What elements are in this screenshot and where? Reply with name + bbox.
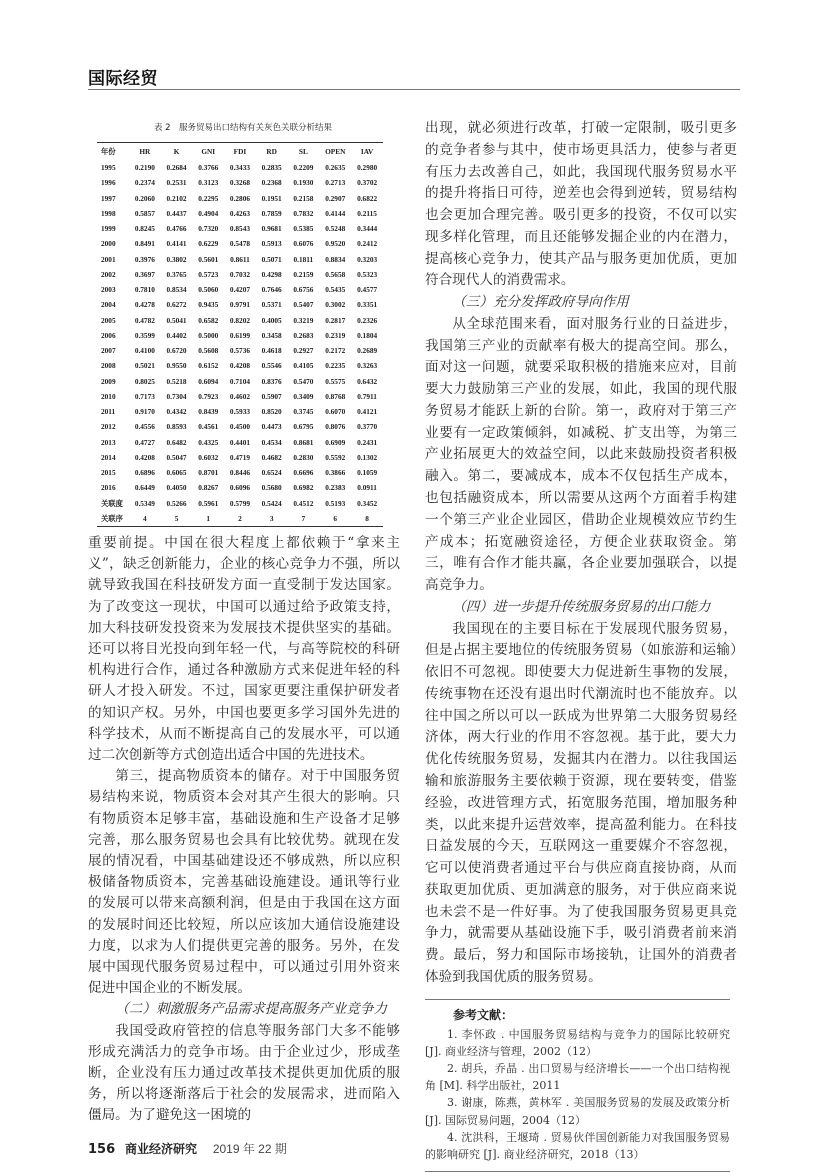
column-header: SL — [298, 147, 308, 156]
table-cell: 8 — [365, 513, 369, 523]
table-cell: 0.4005 — [261, 315, 282, 325]
table-cell: 0.8834 — [325, 254, 346, 264]
table-cell: 0.4682 — [261, 452, 282, 462]
table-cell: 0.3219 — [293, 315, 314, 325]
table-cell: 0.6756 — [293, 285, 314, 295]
table-cell: 0.4298 — [261, 269, 282, 279]
table-cell: 0.0911 — [357, 483, 377, 493]
table-caption: 表 2 服务贸易出口结构有关灰色关联分析结果 — [153, 123, 333, 133]
table-cell: 0.2412 — [357, 239, 378, 249]
table-cell: 0.1302 — [357, 452, 378, 462]
row-label: 2005 — [101, 315, 116, 325]
table-cell: 0.6795 — [293, 422, 314, 432]
table-cell: 0.5913 — [261, 239, 282, 249]
row-label: 2008 — [101, 361, 116, 371]
table-cell: 0.8701 — [198, 468, 219, 478]
paragraph: 我国现在的主要目标在于发展现代服务贸易，但是占据主要地位的传统服务贸易（如旅游和运输）依旧不可忽视。即使要大力促进新生事物的发展，传统事物在还没有退出时代潮流时也不能放弃。以往中国之所以可以一跃成为世界第二大服务贸易经济体，两大行业的作用不容忽视。基于此，要大力优化传统服务贸易，发掘其内在潜力。以往我国运输和旅游服务主要依赖于资源，现在要转变，借鉴经验，改进管理方式，拓宽服务范围，增加服务种类，以此来提升运营效率，提高盈利能力。在科技日益发展的今天，互联网这一重要媒介不容忽视，它可以使消费者通过平台与供应商直接协商，从而获取更加优质、更加满意的服务，对于供应商来说也未尝不是一件好事。为了使我国服务贸易更具竞争力，就需要从基础设施下手，吸引消费者前来消费。最后，努力和国际市场接轨，让国外的消费者体验到我国优质的服务贸易。 — [425, 620, 737, 985]
table-cell: 0.5323 — [357, 269, 378, 279]
table-cell: 0.4208 — [229, 361, 250, 371]
table-cell: 0.9681 — [261, 224, 282, 234]
table-row — [97, 480, 383, 495]
table-cell: 0.3002 — [325, 300, 346, 310]
table-cell: 0.2689 — [357, 346, 378, 356]
left-column-text — [88, 533, 400, 1127]
table-cell: 0.2683 — [293, 330, 314, 340]
table-cell: 0.8267 — [198, 483, 219, 493]
table-cell: 0.5435 — [325, 285, 346, 295]
table-cell: 0.4782 — [134, 315, 155, 325]
table-cell: 0.2190 — [134, 163, 155, 173]
table-row — [97, 221, 383, 236]
table-cell: 0.3866 — [325, 468, 346, 478]
table-cell: 0.9550 — [166, 361, 187, 371]
table-cell: 0.3123 — [198, 178, 219, 188]
table-cell: 0.2159 — [293, 269, 314, 279]
table-cell: 0.6582 — [198, 315, 219, 325]
table-cell: 0.3702 — [357, 178, 378, 188]
table-row — [97, 328, 383, 343]
table-cell: 0.4208 — [134, 452, 155, 462]
table-cell: 0.6199 — [229, 330, 250, 340]
table-cell: 0.4144 — [325, 208, 346, 218]
column-header: FDI — [233, 147, 247, 156]
table-cell: 0.7646 — [261, 285, 282, 295]
table-cell: 0.1930 — [293, 178, 314, 188]
table-row — [97, 267, 383, 282]
table-cell: 0.4766 — [166, 224, 187, 234]
table-cell: 0.4402 — [166, 330, 187, 340]
column-header: GNI — [201, 147, 216, 156]
table-row — [97, 389, 383, 404]
table-cell: 0.2172 — [325, 346, 346, 356]
table-row — [97, 358, 383, 373]
table-cell: 0.2060 — [134, 193, 155, 203]
table-cell: 0.2431 — [357, 437, 378, 447]
section-heading: （四）进一步提升传统服务贸易的出口能力 — [452, 598, 711, 615]
table-cell: 0.6524 — [261, 468, 282, 478]
table-cell: 0.6076 — [293, 239, 314, 249]
row-label: 2000 — [101, 239, 116, 249]
paragraph: 第三，提高物质资本的储存。对于中国服务贸易结构来说，物质资本会对其产生很大的影响。只有物质资本足够丰富，基础设施和生产设备才足够完善，那么服务贸易也会具有比较优势。就现在发展的情况看，中国基础建设还不够成熟，所以应积极储备物质资本，完善基础设施建设。通讯等行业的发展可以带来高额利润，但是由于我国在这方面的发展时间还比较短，所以应该加大通信设施建设力度，以求为人们提供更完善的服务。另外，在发展中国现代服务贸易过程中，可以通过引用外资来促进中国企业的不断发展。 — [88, 768, 400, 997]
column-header: HR — [139, 147, 151, 156]
table-cell: 0.5736 — [229, 346, 250, 356]
table-cell: 0.7304 — [166, 391, 187, 401]
row-label: 2015 — [101, 468, 116, 478]
paragraph: 重要前提。中国在很大程度上都依赖于“拿来主义”，缺乏创新能力，企业的核心竞争力不强，所以就导致我国在科技研发方面一直受制于发达国家。为了改变这一现状，中国可以通过给予政策支持，加大科技研发投资来为发展技术提供坚实的基础。还可以将目光投向到年轻一代，与高等院校的科研机构进行合作，通过各种激励方式来促进年轻的科研人才投入研发。不过，国家更要注重保护研发者的知识产权。另外，中国也要更多学习国外先进的科学技术，从而不断提高自己的发展水平，可以通过二次创新等方式创造出适合中国的先进技术。 — [88, 535, 400, 764]
table-cell: 0.2980 — [357, 163, 378, 173]
table-cell: 0.6065 — [166, 468, 187, 478]
column-header: K — [173, 147, 180, 156]
table-cell: 0.8681 — [293, 437, 314, 447]
column-header: IAV — [360, 147, 374, 156]
table-cell: 7 — [301, 513, 306, 523]
table-cell: 0.3802 — [166, 254, 187, 264]
table-cell: 0.5424 — [261, 498, 282, 508]
table-cell: 0.7832 — [293, 208, 314, 218]
table-cell: 0.4561 — [198, 422, 219, 432]
table-cell: 0.5371 — [261, 300, 282, 310]
table-cell: 0.8025 — [134, 376, 155, 386]
table-cell: 0.8543 — [229, 224, 250, 234]
table-cell: 0.5021 — [134, 361, 155, 371]
table-cell: 0.5385 — [293, 224, 314, 234]
row-label: 2006 — [101, 330, 116, 340]
table-cell: 0.4121 — [357, 407, 378, 417]
table-cell: 0.1811 — [293, 254, 314, 264]
table-cell: 0.2684 — [166, 163, 187, 173]
table-cell: 0.5799 — [229, 498, 250, 508]
table-cell: 0.2158 — [293, 193, 314, 203]
table-cell: 0.2383 — [325, 483, 346, 493]
table-cell: 0.5218 — [166, 376, 187, 386]
reference-item: 1. 李怀政 . 中国服务贸易结构与竞争力的国际比较研究 [J]. 商业经济与管理，2002（12） — [425, 1027, 730, 1058]
table-cell: 0.4437 — [166, 208, 187, 218]
table-cell: 0.2326 — [357, 315, 378, 325]
table-cell: 2 — [238, 513, 242, 523]
table-cell: 0.7104 — [229, 376, 250, 386]
table-cell: 0.3203 — [357, 254, 378, 264]
table-cell: 6 — [333, 513, 338, 523]
column-header: OPEN — [325, 147, 346, 156]
table-cell: 0.3765 — [166, 269, 187, 279]
table-cell: 0.2830 — [293, 452, 314, 462]
table-row — [97, 236, 383, 251]
table-row — [97, 465, 383, 480]
issue-label: 2019 年 22 期 — [212, 1141, 287, 1156]
table-cell: 0.5000 — [198, 330, 219, 340]
table-cell: 0.2235 — [325, 361, 346, 371]
table-cell: 0.4556 — [134, 422, 155, 432]
table-cell: 0.8439 — [198, 407, 219, 417]
table-row — [97, 419, 383, 434]
table-cell: 0.4342 — [166, 407, 187, 417]
left-column — [88, 122, 400, 1158]
table-cell: 0.4904 — [198, 208, 219, 218]
table-cell: 0.9791 — [229, 300, 250, 310]
table-cell: 0.2817 — [325, 315, 346, 325]
row-label: 2002 — [101, 269, 116, 279]
table-cell: 0.8491 — [134, 239, 155, 249]
table-cell: 0.5193 — [325, 498, 346, 508]
table-cell: 0.3770 — [357, 422, 378, 432]
row-label: 2013 — [101, 437, 116, 447]
table-cell: 0.6449 — [134, 483, 155, 493]
table-cell: 0.2907 — [325, 193, 346, 203]
table-cell: 0.2102 — [166, 193, 187, 203]
reference-item: 2. 胡兵，乔晶 . 出口贸易与经济增长——一个出口结构视角 [M]. 科学出版社，2011 — [425, 1062, 730, 1093]
row-label: 2010 — [101, 391, 116, 401]
table-cell: 0.3976 — [134, 254, 155, 264]
table-cell: 0.3766 — [198, 163, 219, 173]
table-cell: 0.5266 — [166, 498, 187, 508]
journal-name: 商业经济研究 — [124, 1141, 197, 1156]
table-cell: 0.5470 — [293, 376, 314, 386]
table-cell: 0.7911 — [357, 391, 377, 401]
table-cell: 0.4602 — [229, 391, 250, 401]
paragraph: 出现，就必须进行改革，打破一定限制，吸引更多的竞争者参与其中，使市场更具活力，使参与者更有压力去改善自己，如此，我国现代服务贸易水平的提升将指日可待，逆差也会得到逆转，贸易结构也会更加合理完善。吸引更多的投资，不仅可以实现多样化管理，而且还能够发掘企业的内在潜力，提高核心竞争力，使其产品与服务更加优质，更加符合现代人的消费需求。 — [425, 120, 737, 289]
table-row — [97, 160, 383, 175]
table-cell: 0.4577 — [357, 285, 378, 295]
table-cell: 0.1951 — [261, 193, 282, 203]
table-cell: 0.7810 — [134, 285, 155, 295]
table-cell: 0.6096 — [229, 483, 250, 493]
table-cell: 0.2319 — [325, 330, 346, 340]
table-row — [97, 191, 383, 206]
table-row — [97, 282, 383, 297]
table-cell: 0.2209 — [293, 163, 314, 173]
table-cell: 0.7923 — [198, 391, 219, 401]
table-row — [97, 404, 383, 419]
table-cell: 0.3351 — [357, 300, 378, 310]
table-cell: 0.8768 — [325, 391, 346, 401]
table-cell: 0.5407 — [293, 300, 314, 310]
table-cell: 0.5680 — [261, 483, 282, 493]
table-cell: 0.7859 — [261, 208, 282, 218]
table-cell: 0.5723 — [198, 269, 219, 279]
table-cell: 0.4325 — [198, 437, 219, 447]
table-cell: 0.3745 — [293, 407, 314, 417]
table-cell: 0.8202 — [229, 315, 250, 325]
paragraph: 从全球范围来看，面对服务行业的日益进步，我国第三产业的贡献率有极大的提高空间。那么，面对这一问题，就要采取积极的措施来应对，目前要大力鼓励第三产业的发展，如此，我国的现代服务贸易才能跃上新的台阶。第一，政府对于第三产业要有一定政策倾斜，如减税、扩支出等，为第三产业拓展更大的效益空间，以此来鼓励投资者积极融入。第二，要减成本，成本不仅包括生产成本，也包括融资成本，所以需要从这两个方面着手构建一个第三产业企业园区，借助企业规模效应节约生产成本；拓宽融资途径，方便企业获取资金。第三，唯有合作才能共赢，各企业要加强联合，以提高竞争力。 — [425, 315, 737, 594]
table-row — [97, 496, 383, 511]
row-label: 关联度 — [101, 498, 123, 508]
table-cell: 0.3263 — [357, 361, 378, 371]
table-cell: 0.6272 — [166, 300, 187, 310]
table-cell: 0.4263 — [229, 208, 250, 218]
table-cell: 0.2531 — [166, 178, 187, 188]
table-cell: 0.6229 — [198, 239, 219, 249]
row-label: 2012 — [101, 422, 116, 432]
row-label: 2001 — [101, 254, 116, 264]
table-cell: 0.8611 — [230, 254, 250, 264]
table-cell: 0.5041 — [166, 315, 187, 325]
references-heading: 参考文献： — [453, 1007, 514, 1022]
column-header: 年份 — [101, 147, 116, 156]
table-cell: 0.8534 — [166, 285, 187, 295]
table-cell: 0.6094 — [198, 376, 219, 386]
table-cell: 0.6696 — [293, 468, 314, 478]
table-cell: 0.2806 — [229, 193, 250, 203]
table-cell: 3 — [269, 513, 274, 523]
table-cell: 0.6070 — [325, 407, 346, 417]
section-heading: （二）刺激服务产品需求提高服务产业竞争力 — [115, 1001, 388, 1018]
row-label: 2011 — [101, 407, 116, 417]
table-cell: 0.6152 — [198, 361, 219, 371]
table-row — [97, 435, 383, 450]
table-header-row — [97, 143, 383, 161]
grey-relational-table — [97, 142, 383, 527]
table-cell: 0.2115 — [357, 208, 377, 218]
table-row — [97, 313, 383, 328]
table-cell: 0.2713 — [325, 178, 346, 188]
table-cell: 4 — [143, 513, 147, 523]
section-heading: （三）充分发挥政府导向作用 — [452, 294, 629, 311]
table-row — [97, 206, 383, 221]
table-cell: 0.6432 — [357, 376, 378, 386]
table-cell: 0.3433 — [229, 163, 250, 173]
right-column-text — [425, 118, 737, 989]
table-cell: 0.4512 — [293, 498, 314, 508]
table-cell: 0.4534 — [261, 437, 282, 447]
table-cell: 0.9170 — [134, 407, 155, 417]
right-column — [425, 118, 737, 1172]
table-cell: 0.8446 — [229, 468, 250, 478]
section-title: 国际经贸 — [88, 69, 158, 89]
table-cell: 0.4050 — [166, 483, 187, 493]
table-cell: 0.5601 — [198, 254, 219, 264]
table-cell: 0.3458 — [261, 330, 282, 340]
table-cell: 0.5933 — [229, 407, 250, 417]
table-cell: 0.4618 — [261, 346, 282, 356]
table-cell: 0.8376 — [261, 376, 282, 386]
table-cell: 0.5047 — [166, 452, 187, 462]
table-cell: 0.3444 — [357, 224, 378, 234]
table-cell: 0.4100 — [134, 346, 155, 356]
table-cell: 0.6822 — [357, 193, 378, 203]
table-cell: 0.4727 — [134, 437, 155, 447]
table-row — [97, 252, 383, 267]
table-cell: 0.5961 — [198, 498, 219, 508]
table-cell: 0.3268 — [229, 178, 250, 188]
table-cell: 0.6482 — [166, 437, 187, 447]
table-cell: 0.5248 — [325, 224, 346, 234]
row-label: 1997 — [101, 193, 116, 203]
table-cell: 0.8076 — [325, 422, 346, 432]
table-cell: 0.5575 — [325, 376, 346, 386]
table-cell: 0.1804 — [357, 330, 378, 340]
table-cell: 1 — [206, 513, 211, 523]
table-cell: 0.2374 — [134, 178, 155, 188]
table-cell: 0.6896 — [134, 468, 155, 478]
table-cell: 0.5857 — [134, 208, 155, 218]
table-cell: 0.2368 — [261, 178, 282, 188]
table-cell: 0.5907 — [261, 391, 282, 401]
table-cell: 0.8245 — [134, 224, 155, 234]
table-cell: 0.8593 — [166, 422, 187, 432]
table-row — [97, 511, 383, 527]
row-label: 2009 — [101, 376, 116, 386]
table-row — [97, 297, 383, 312]
table-cell: 0.6909 — [325, 437, 346, 447]
table-cell: 0.4207 — [229, 285, 250, 295]
reference-item: 3. 谢康，陈燕，黄林军 . 美国服务贸易的发展及政策分析 [J]. 国际贸易问题，2004（12） — [425, 1096, 730, 1127]
table-cell: 0.4278 — [134, 300, 155, 310]
paragraph: 我国受政府管控的信息等服务部门大多不能够形成充满活力的竞争市场。由于企业过少，形成垄断，企业没有压力通过改革技术提供更加优质的服务，所以将逐渐落后于社会的发展需求，进而陷入僵局。为了避免这一困境的 — [88, 1022, 400, 1124]
page-number: 156 — [88, 1141, 116, 1157]
table-cell: 0.3409 — [293, 391, 314, 401]
page-footer — [88, 1141, 400, 1158]
table-cell: 0.4719 — [229, 452, 250, 462]
row-label: 1995 — [101, 163, 116, 173]
row-label: 关联序 — [101, 513, 123, 523]
row-label: 2014 — [101, 452, 116, 462]
row-label: 2007 — [101, 346, 116, 356]
table-cell: 0.6032 — [198, 452, 219, 462]
table-cell: 0.5478 — [229, 239, 250, 249]
table-cell: 0.9520 — [325, 239, 346, 249]
table-cell: 0.2927 — [293, 346, 314, 356]
table-cell: 0.5608 — [198, 346, 219, 356]
table-cell: 0.3599 — [134, 330, 155, 340]
table-cell: 0.2635 — [325, 163, 346, 173]
table-cell: 0.1059 — [357, 468, 378, 478]
table-cell: 0.7032 — [229, 269, 250, 279]
reference-item: 4. 沈洪科，王堰琦 . 贸易伙伴国创新能力对我国服务贸易的影响研究 [J]. 商业经济研究，2018（13） — [425, 1130, 730, 1162]
table-cell: 0.8520 — [261, 407, 282, 417]
table-row — [97, 450, 383, 465]
table-cell: 0.9435 — [198, 300, 219, 310]
row-label: 1998 — [101, 208, 116, 218]
row-label: 1999 — [101, 224, 116, 234]
table-cell: 0.4473 — [261, 422, 282, 432]
column-header: RD — [266, 147, 277, 156]
table-cell: 0.5349 — [134, 498, 155, 508]
table-cell: 0.4105 — [293, 361, 314, 371]
table-cell: 0.6720 — [166, 346, 187, 356]
table-cell: 0.2835 — [261, 163, 282, 173]
table-row — [97, 374, 383, 389]
table-cell: 0.4141 — [166, 239, 187, 249]
row-label: 2016 — [101, 483, 116, 493]
table-cell: 0.6982 — [293, 483, 314, 493]
table-cell: 0.7173 — [134, 391, 155, 401]
table-cell: 5 — [174, 513, 179, 523]
table-cell: 0.5546 — [261, 361, 282, 371]
table-row — [97, 343, 383, 358]
table-cell: 0.5592 — [325, 452, 346, 462]
table-row — [97, 175, 383, 190]
header-rule — [88, 89, 740, 90]
table-cell: 0.4401 — [229, 437, 250, 447]
table-cell: 0.5658 — [325, 269, 346, 279]
row-label: 2003 — [101, 285, 116, 295]
references-list — [425, 1026, 730, 1164]
row-label: 1996 — [101, 178, 116, 188]
references-top-rule — [425, 999, 730, 1000]
table-cell: 0.4500 — [229, 422, 250, 432]
table-cell: 0.5071 — [261, 254, 282, 264]
row-label: 2004 — [101, 300, 116, 310]
table-cell: 0.7320 — [198, 224, 219, 234]
table-cell: 0.5060 — [198, 285, 219, 295]
table-cell: 0.3452 — [357, 498, 378, 508]
table-cell: 0.2295 — [198, 193, 219, 203]
table-cell: 0.3697 — [134, 269, 155, 279]
